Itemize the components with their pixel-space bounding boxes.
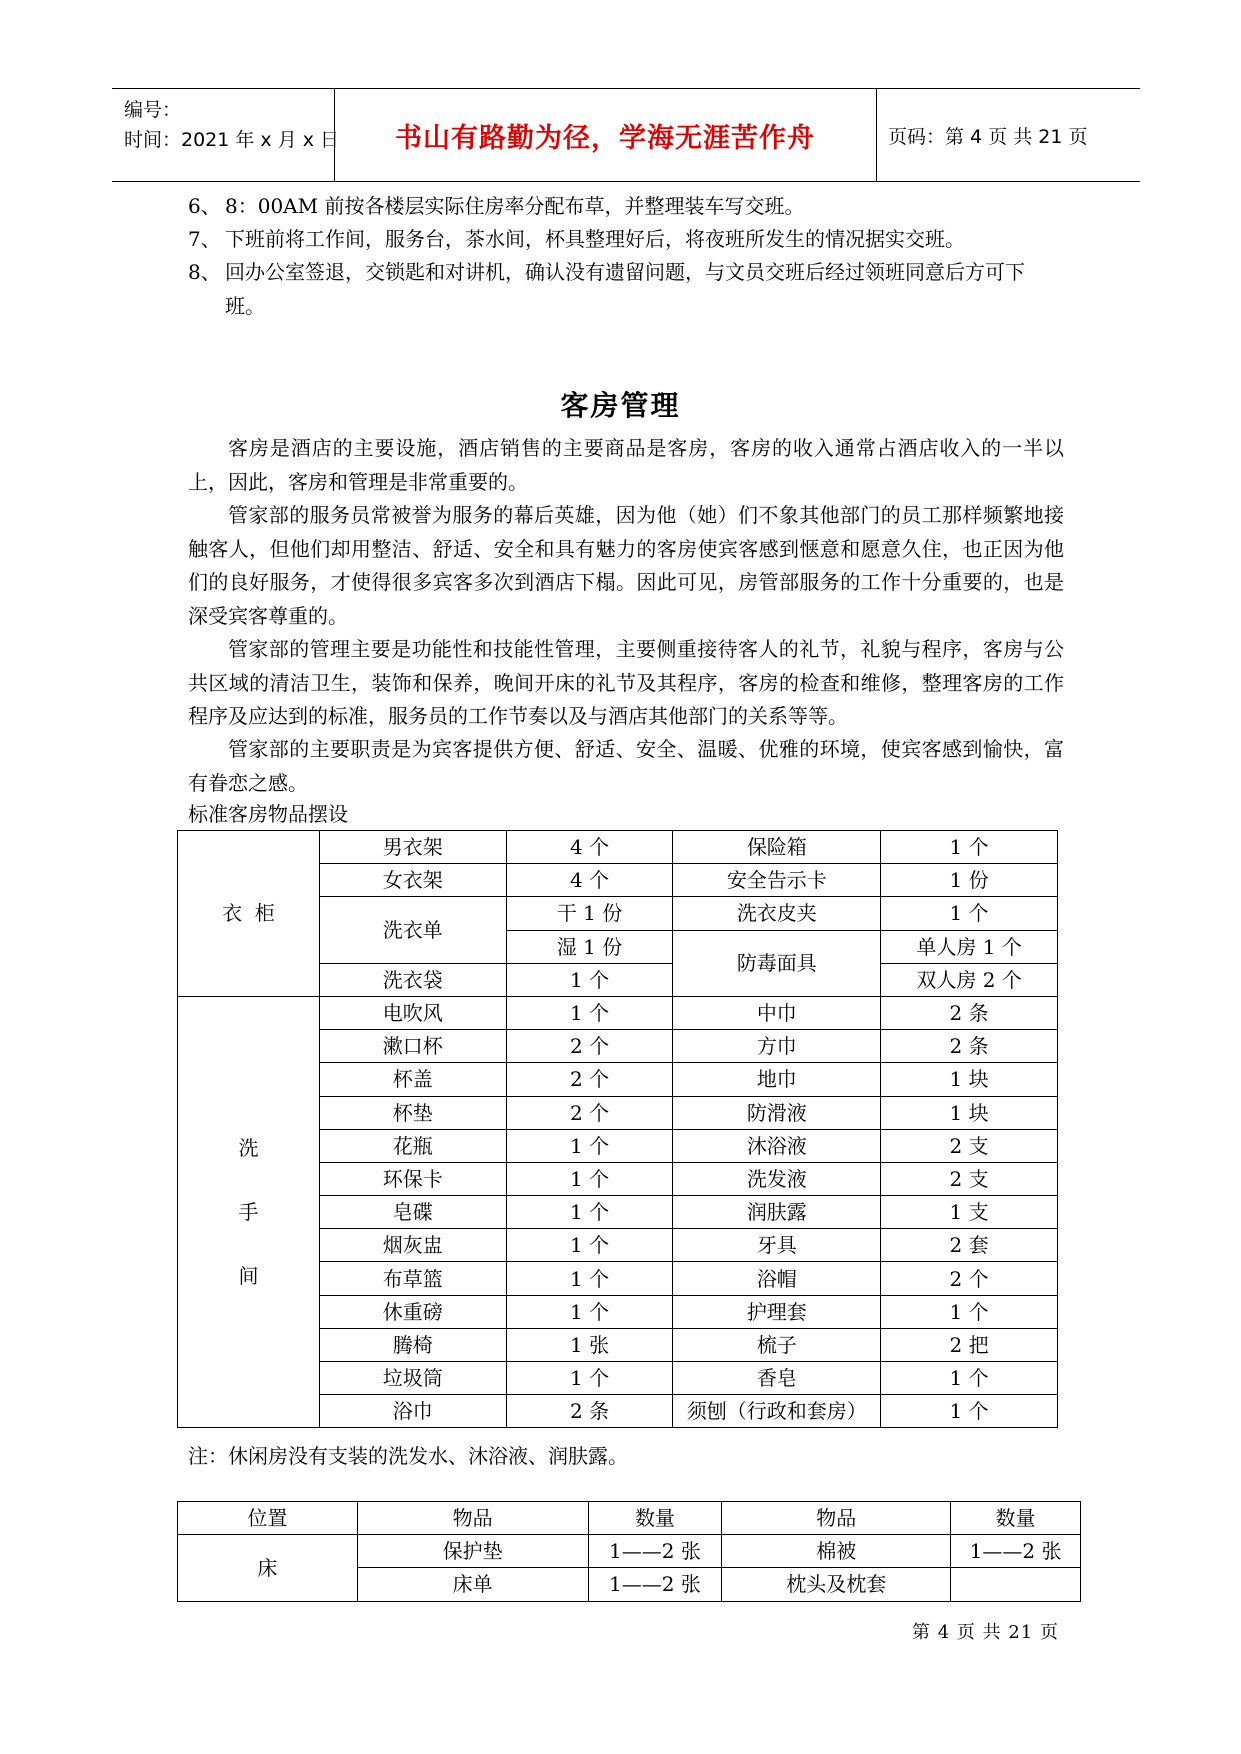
quantity-cell: 2 个 — [506, 1063, 673, 1096]
item-cell: 枕头及枕套 — [722, 1568, 951, 1601]
item-cell: 沐浴液 — [673, 1129, 881, 1162]
quantity-cell: 干 1 份 — [506, 897, 673, 930]
header-motto: 书山有路勤为径，学海无涯苦作舟 — [395, 122, 815, 154]
quantity-cell: 2 支 — [881, 1162, 1058, 1195]
step-number: 6、 — [188, 194, 221, 218]
item-cell: 杯盖 — [319, 1063, 506, 1096]
item-cell: 布草篮 — [319, 1262, 506, 1295]
quantity-cell: 4 个 — [506, 831, 673, 864]
item-cell: 中巾 — [673, 996, 881, 1029]
page-footer: 第 4 页 共 21 页 — [912, 1622, 1059, 1643]
step-text: 回办公室签退，交锁匙和对讲机，确认没有遗留问题，与文员交班后经过领班同意后方可下班。 — [225, 260, 1025, 318]
item-cell: 洗发液 — [673, 1162, 881, 1195]
header-cell: 物品 — [722, 1502, 951, 1535]
category-cell-bathroom — [178, 996, 320, 1427]
quantity-cell: 2 个 — [506, 1096, 673, 1129]
header-page-info: 页码：第 4 页 共 21 页 — [888, 125, 1088, 148]
item-cell: 保险箱 — [673, 831, 881, 864]
category-char: 洗 — [238, 1136, 259, 1161]
paragraph: 管家部的管理主要是功能性和技能性管理，主要侧重接待客人的礼节，礼貌与程序，客房与公共区域的清洁卫生，装饰和保养，晚间开床的礼节及其程序，客房的检查和维修，整理客房的工作程序及应达到的标准，服务员的工作节奏以及与酒店其他部门的关系等等。 — [188, 637, 1064, 728]
item-cell: 浴巾 — [319, 1395, 506, 1428]
header-cell: 物品 — [357, 1502, 588, 1535]
quantity-cell: 1 张 — [506, 1328, 673, 1361]
quantity-cell: 1 块 — [881, 1063, 1058, 1096]
item-cell: 棉被 — [722, 1535, 951, 1568]
header-meta — [124, 95, 339, 155]
quantity-cell: 1 个 — [881, 831, 1058, 864]
item-cell: 护理套 — [673, 1295, 881, 1328]
item-cell: 女衣架 — [319, 864, 506, 897]
header-cell: 数量 — [588, 1502, 722, 1535]
item-cell: 漱口杯 — [319, 1030, 506, 1063]
item-cell: 垃圾筒 — [319, 1362, 506, 1395]
item-cell: 方巾 — [673, 1030, 881, 1063]
quantity-cell: 1 个 — [506, 1129, 673, 1162]
step-item — [188, 190, 1068, 224]
item-cell: 地巾 — [673, 1063, 881, 1096]
quantity-cell: 1 个 — [881, 1395, 1058, 1428]
item-cell: 电吹风 — [319, 996, 506, 1029]
quantity-cell: 1 个 — [506, 963, 673, 996]
step-item — [188, 223, 1068, 257]
item-cell: 休重磅 — [319, 1295, 506, 1328]
step-item — [188, 256, 1068, 323]
quantity-cell — [951, 1568, 1081, 1601]
header-cell: 位置 — [178, 1502, 358, 1535]
item-cell: 环保卡 — [319, 1162, 506, 1195]
quantity-cell: 1 个 — [881, 1295, 1058, 1328]
item-cell: 浴帽 — [673, 1262, 881, 1295]
paragraph: 管家部的服务员常被誉为服务的幕后英雄，因为他（她）们不象其他部门的员工那样频繁地接触客人，但他们却用整洁、舒适、安全和具有魅力的客房使宾客感到惬意和愿意久住，也正因为他们的良好服务，才使得很多宾客多次到酒店下榻。因此可见，房管部服务的工作十分重要的，也是深受宾客尊重的。 — [188, 503, 1064, 628]
item-cell: 杯垫 — [319, 1096, 506, 1129]
item-cell: 安全告示卡 — [673, 864, 881, 897]
category-cell-bed: 床 — [178, 1535, 358, 1601]
table-row — [178, 831, 1058, 864]
quantity-cell: 2 套 — [881, 1229, 1058, 1262]
item-cell: 防滑液 — [673, 1096, 881, 1129]
item-cell: 保护垫 — [357, 1535, 588, 1568]
quantity-cell: 4 个 — [506, 864, 673, 897]
item-cell: 男衣架 — [319, 831, 506, 864]
item-cell: 洗衣单 — [319, 897, 506, 963]
quantity-cell: 2 支 — [881, 1129, 1058, 1162]
quantity-cell: 2 把 — [881, 1328, 1058, 1361]
step-text: 8：00AM 前按各楼层实际住房率分配布草，并整理装车写交班。 — [225, 194, 805, 218]
item-cell: 洗衣皮夹 — [673, 897, 881, 930]
table-header-row — [178, 1502, 1081, 1535]
bed-items-table — [177, 1501, 1081, 1602]
quantity-cell: 2 条 — [881, 1030, 1058, 1063]
quantity-cell: 1 份 — [881, 864, 1058, 897]
item-cell: 腾椅 — [319, 1328, 506, 1361]
room-items-table — [177, 830, 1058, 1428]
item-cell: 烟灰盅 — [319, 1229, 506, 1262]
item-cell: 梳子 — [673, 1328, 881, 1361]
item-cell: 香皂 — [673, 1362, 881, 1395]
section-title: 客房管理 — [560, 389, 681, 422]
quantity-cell: 单人房 1 个 — [881, 930, 1058, 963]
quantity-cell: 1——2 张 — [588, 1535, 722, 1568]
quantity-cell: 1 个 — [881, 897, 1058, 930]
quantity-cell: 1 个 — [506, 1295, 673, 1328]
item-cell: 牙具 — [673, 1229, 881, 1262]
item-cell: 花瓶 — [319, 1129, 506, 1162]
header-cell: 数量 — [951, 1502, 1081, 1535]
quantity-cell: 1 块 — [881, 1096, 1058, 1129]
quantity-cell: 1——2 张 — [951, 1535, 1081, 1568]
step-number: 8、 — [188, 260, 221, 284]
quantity-cell: 1——2 张 — [588, 1568, 722, 1601]
item-cell: 皂碟 — [319, 1196, 506, 1229]
quantity-cell: 2 条 — [881, 996, 1058, 1029]
category-cell-wardrobe: 衣 柜 — [178, 831, 320, 997]
page-header — [112, 88, 1140, 182]
item-cell: 床单 — [357, 1568, 588, 1601]
quantity-cell: 1 个 — [506, 1162, 673, 1195]
quantity-cell: 1 支 — [881, 1196, 1058, 1229]
quantity-cell: 1 个 — [506, 1262, 673, 1295]
item-cell: 洗衣袋 — [319, 963, 506, 996]
table-row — [178, 1535, 1081, 1568]
table-caption: 标准客房物品摆设 — [188, 802, 348, 826]
paragraph: 管家部的主要职责是为宾客提供方便、舒适、安全、温暖、优雅的环境，使宾客感到愉快，富有眷恋之感。 — [188, 737, 1064, 795]
quantity-cell: 2 条 — [506, 1395, 673, 1428]
bathroom-section — [178, 996, 1058, 1427]
document-date: 时间：2021 年 x 月 x 日 — [124, 129, 340, 151]
table-row — [178, 996, 1058, 1029]
quantity-cell: 1 个 — [506, 1196, 673, 1229]
document-number-label: 编号： — [124, 99, 182, 121]
quantity-cell: 2 个 — [881, 1262, 1058, 1295]
item-cell: 须刨（行政和套房） — [673, 1395, 881, 1428]
step-number: 7、 — [188, 227, 221, 251]
quantity-cell: 1 个 — [506, 996, 673, 1029]
table-note: 注：休闲房没有支装的洗发水、沐浴液、润肤露。 — [188, 1444, 628, 1468]
category-char: 间 — [238, 1264, 259, 1289]
item-cell: 润肤露 — [673, 1196, 881, 1229]
quantity-cell: 1 个 — [506, 1229, 673, 1262]
paragraph: 客房是酒店的主要设施，酒店销售的主要商品是客房，客房的收入通常占酒店收入的一半以上，因此，客房和管理是非常重要的。 — [188, 436, 1064, 494]
item-cell: 防毒面具 — [673, 930, 881, 996]
quantity-cell: 1 个 — [881, 1362, 1058, 1395]
quantity-cell: 湿 1 份 — [506, 930, 673, 963]
quantity-cell: 1 个 — [506, 1362, 673, 1395]
quantity-cell: 2 个 — [506, 1030, 673, 1063]
category-char: 手 — [238, 1200, 259, 1225]
quantity-cell: 双人房 2 个 — [881, 963, 1058, 996]
step-text: 下班前将工作间，服务台，茶水间，杯具整理好后，将夜班所发生的情况据实交班。 — [225, 227, 965, 251]
